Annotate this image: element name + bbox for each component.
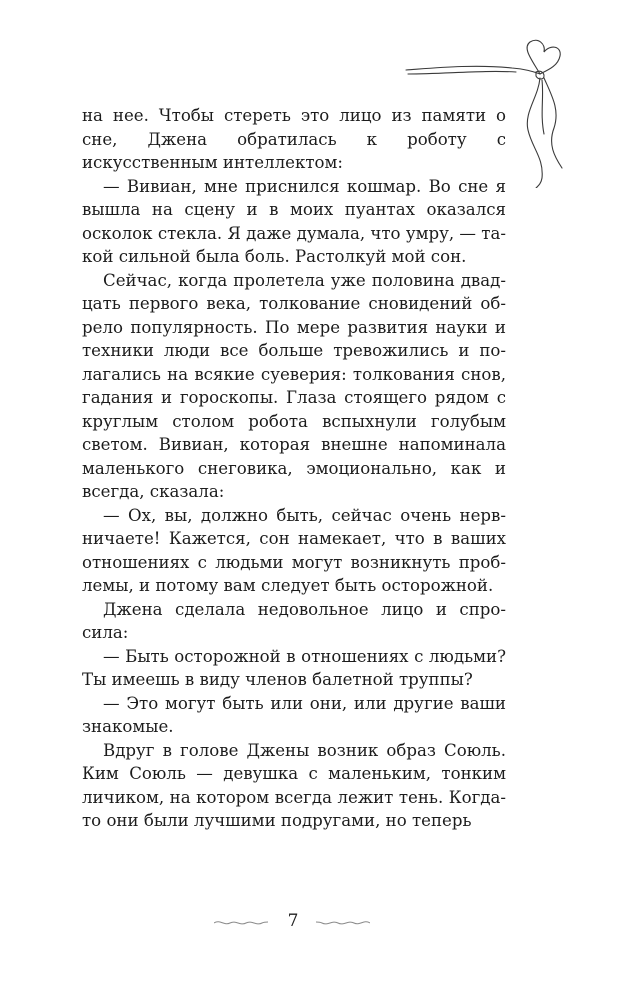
- body-text: [82, 104, 506, 833]
- paragraph: Джена сделала недовольное лицо и спросила:: [82, 599, 506, 642]
- wave-ornament-icon: [214, 918, 268, 926]
- paragraph: Вдруг в голове Джены возник образ Союль. Ким Союль — девушка с маленьким, тонким личиком, на котором всегда лежит тень. Когда-то они были лучшими подругами, но теперь: [82, 740, 506, 830]
- paragraph: — Это могут быть или они, или другие ваши знакомые.: [82, 693, 506, 736]
- paragraph: — Ох, вы, должно быть, сейчас очень нервничаете! Кажется, сон намекает, что в ваших отношениях с людьми могут возникнуть проблемы, и потому вам следует быть осторожной.: [82, 505, 506, 595]
- page-footer: [0, 908, 618, 938]
- paragraph: — Вивиан, мне приснился кошмар. Во сне я вышла на сцену и в моих пуантах оказался осколок стекла. Я даже думала, что умру, — такой сильной была боль. Растолкуй мой сон.: [82, 176, 506, 266]
- page-number: 7: [287, 911, 299, 931]
- paragraph: — Быть осторожной в отношениях с людьми? Ты имеешь в виду членов балетной труппы?: [82, 646, 506, 689]
- paragraph: Сейчас, когда пролетела уже половина двадцать первого века, толкование сновидений обрело популярность. По мере развития науки и техники люди все больше тревожились и полагались на всякие суеверия: толкования снов, гадания и гороскопы. Глаза стоящего рядом с круглым столом робота вспыхнули голубым светом. Вивиан, которая внешне напоминала маленького снеговика, эмоционально, как и всегда, сказала:: [82, 270, 506, 501]
- wave-ornament-icon: [316, 918, 370, 926]
- paragraph: на нее. Чтобы стереть это лицо из памяти о сне, Джена обратилась к роботу с искусственным интеллектом:: [82, 106, 506, 172]
